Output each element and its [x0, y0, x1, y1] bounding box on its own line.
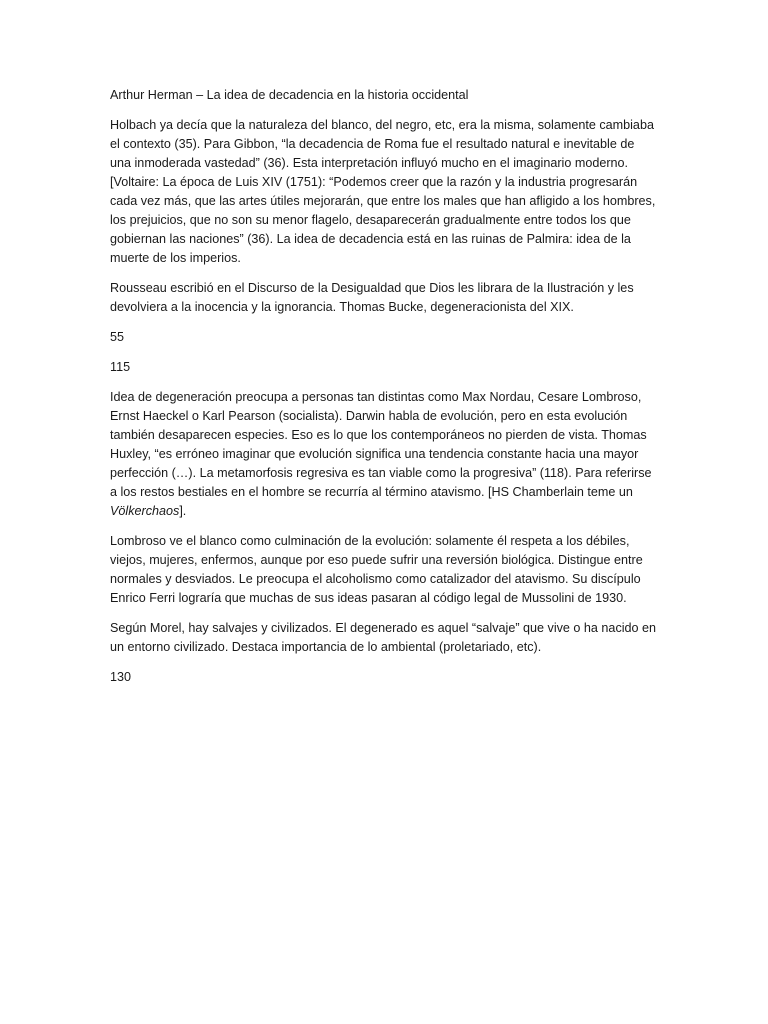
document-page: [110, 86, 658, 698]
page-reference-55: 55: [110, 330, 125, 344]
paragraph-degeneracion-text: Idea de degeneración preocupa a personas tan distintas como Max Nordau, Cesare Lombroso, Ernst Haeckel o Karl Pearson (socialista). Darwin habla de evolución, pero en esta evolución también desaparecen especies. Eso es lo que los contemporáneos no pierden de vista. Thomas Huxley, “es erróneo imaginar que evolución significa una tendencia constante hacia una mayor perfección (…). La metamorfosis regresiva es tan viable como la progresiva” (118). Para referirse a los restos bestiales en el hombre se recurría al término atavismo. [HS Chamberlain teme un: [110, 390, 652, 499]
paragraph-morel: Según Morel, hay salvajes y civilizados. El degenerado es aquel “salvaje” que vive o ha nacido en un entorno civilizado. Destaca importancia de lo ambiental (proletariado, etc).: [110, 621, 657, 654]
paragraph-degeneracion-italic: Völkerchaos: [110, 504, 180, 518]
paragraph-degeneracion: [110, 388, 658, 521]
document-title: Arthur Herman – La idea de decadencia en la historia occidental: [110, 88, 469, 102]
paragraph-lombroso: Lombroso ve el blanco como culminación de la evolución: solamente él respeta a los débiles, viejos, mujeres, enfermos, aunque por eso puede sufrir una reversión biológica. Distingue entre normales y desviados. Le preocupa el alcoholismo como catalizador del atavismo. Su discípulo Enrico Ferri lograría que muchas de sus ideas pasaran al código legal de Mussolini de 1930.: [110, 534, 643, 605]
paragraph-holbach: Holbach ya decía que la naturaleza del blanco, del negro, etc, era la misma, solamente cambiaba el contexto (35). Para Gibbon, “la decadencia de Roma fue el resultado natural e inevitable de una inmoderada vastedad” (36). Esta interpretación influyó mucho en el imaginario moderno. [Voltaire: La época de Luis XIV (1751): “Podemos creer que la razón y la industria progresarán cada vez más, que las artes útiles mejorarán, que entre los males que han afligido a los hombres, los prejuicios, que no son su menor flagelo, desaparecerán gradualmente entre todos los que gobiernan las naciones” (36). La idea de decadencia está en las ruinas de Palmira: idea de la muerte de los imperios.: [110, 118, 656, 265]
page-reference-115: 115: [110, 360, 131, 374]
paragraph-rousseau: Rousseau escribió en el Discurso de la Desigualdad que Dios les librara de la Ilustración y les devolviera a la inocencia y la ignorancia. Thomas Bucke, degeneracionista del XIX.: [110, 281, 634, 314]
page-reference-130: 130: [110, 670, 132, 684]
paragraph-degeneracion-end: ].: [179, 504, 187, 518]
